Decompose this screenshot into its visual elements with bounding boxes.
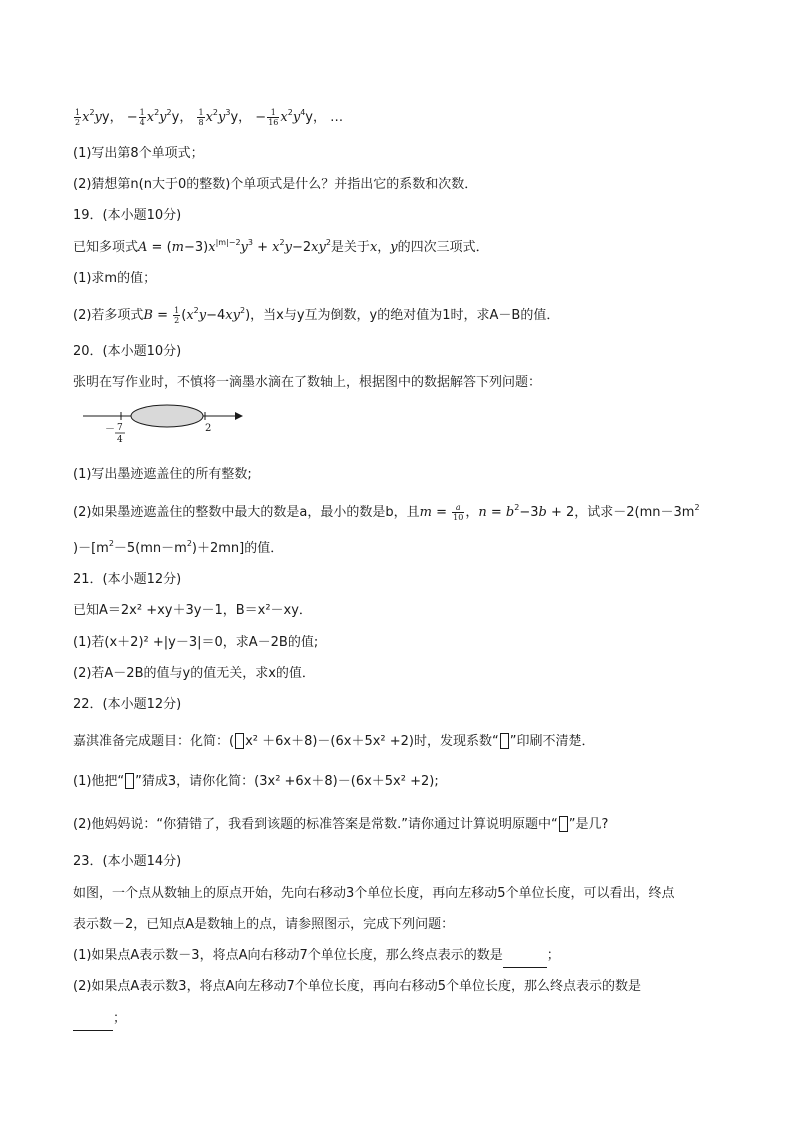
text: 的四次三项式． xyxy=(397,240,489,255)
text: ； xyxy=(113,1011,127,1026)
q21-part1: (1)若(x＋2)² +|y－3|＝0，求A－2B的值; xyxy=(73,635,319,650)
right-label: 2 xyxy=(205,423,212,434)
text: ”是几? xyxy=(568,817,609,832)
unclear-coefficient-box xyxy=(125,773,134,789)
q20-part1: (1)写出墨迹遮盖住的所有整数; xyxy=(73,467,252,482)
q23-part2-cont xyxy=(73,1010,126,1031)
term-sep: y， xyxy=(101,110,123,125)
text: －5(mn－m xyxy=(113,541,187,556)
q22-part2 xyxy=(73,816,608,834)
q18-part2: (2)猜想第n(n大于0的整数)个单项式是什么？并指出它的系数和次数． xyxy=(73,177,478,192)
text: (1)他把“ xyxy=(73,774,125,789)
unclear-coefficient-box xyxy=(559,816,568,832)
fraction xyxy=(267,108,279,127)
text: x² ＋6x＋8)－(6x＋5x² +2)时，发现系数“ xyxy=(245,734,499,749)
term-sep: y， xyxy=(230,110,252,125)
q22-header: 22．(本小题12分) xyxy=(73,697,182,712)
unclear-coefficient-box xyxy=(235,733,244,749)
q21-header: 21．(本小题12分) xyxy=(73,572,182,587)
numerator: 1 xyxy=(198,108,204,117)
text: (2)他妈妈说：“你猜错了，我看到该题的标准答案是常数.”请你通过计算说明原题中“ xyxy=(73,817,558,832)
q20-part2: (2)如果墨迹遮盖住的整数中最大的数是a，最小的数是b，且m = $\frac{a}{10}$ ，$n = b^2-3b + 2$，试求$-2(mn-3m^2$ xyxy=(73,503,700,522)
numerator: 1 xyxy=(75,108,81,117)
denominator: 4 xyxy=(139,118,145,127)
numerator: 1 xyxy=(267,108,279,118)
q19-stem: 已知多项式$A = (m-3)x^{|m|-2}y^3 + x^2y-2xy^2$是关于x，y的四次三项式． xyxy=(73,238,489,255)
sequence-line: $\frac{1}{2}$ $x^2yy$， − $\frac{1}{4}$ $x^2y^2y$， $\frac{1}{8}$ $x^2y^3y$， − $\frac{1}{16}$ $x^2y^4y$， … xyxy=(75,108,344,127)
q23-part2: (2)如果点A表示数3，将点A向左移动7个单位长度，再向右移动5个单位长度，那么终点表示的数是 xyxy=(73,979,642,994)
q23-part1 xyxy=(73,947,560,968)
q19-part1: (1)求m的值； xyxy=(73,271,157,286)
ink-blot xyxy=(131,405,203,427)
q21-part2: (2)若A－2B的值与y的值无关，求x的值． xyxy=(73,666,315,681)
term-sep: y， xyxy=(305,110,326,125)
fraction xyxy=(197,108,204,127)
unclear-coefficient-box xyxy=(500,733,509,749)
arrowhead-icon xyxy=(235,412,243,420)
denominator: 16 xyxy=(268,118,279,127)
numerator: 1 xyxy=(139,108,145,117)
text: (2)如果墨迹遮盖住的整数中最大的数是a，最小的数是b，且 xyxy=(73,505,420,520)
denominator: 2 xyxy=(75,118,81,127)
text: ”印刷不清楚． xyxy=(509,734,595,749)
text: (2)若多项式 xyxy=(73,308,144,323)
ellipsis: … xyxy=(330,110,344,125)
q20-stem: 张明在写作业时，不慎将一滴墨水滴在了数轴上，根据图中的数据解答下列问题： xyxy=(73,375,542,390)
text: 是关于 xyxy=(330,240,370,255)
term-sep: y， xyxy=(171,110,193,125)
fraction xyxy=(139,108,146,127)
text: ； xyxy=(546,948,560,963)
q23-stem-line2: 表示数－2，已知点A是数轴上的点，请参照图示，完成下列问题： xyxy=(73,917,455,932)
text: ”猜成3，请你化简：(3x² +6x＋8)－(6x＋5x² +2); xyxy=(135,774,439,789)
q19-part2: (2)若多项式B = $\frac{1}{2}$ $(x^2y-4xy^2)$，当x与y互为倒数，y的绝对值为1时，求A－B的值． xyxy=(73,306,560,325)
q21-stem: 已知A＝2x² +xy＋3y－1，B＝x²－xy． xyxy=(73,603,312,618)
q22-part1 xyxy=(73,773,439,791)
ink-number-line-figure xyxy=(83,403,243,445)
q18-part1: (1)写出第8个单项式； xyxy=(73,146,204,161)
text: 嘉淇准备完成题目：化简：( xyxy=(73,734,235,749)
q23-stem-line1: 如图，一个点从数轴上的原点开始，先向右移动3个单位长度，再向左移动5个单位长度，可以看出，终点 xyxy=(73,886,675,901)
answer-blank[interactable] xyxy=(503,949,547,968)
left-label-den: 4 xyxy=(117,435,123,445)
fraction xyxy=(74,108,81,127)
text: ，试求－2(mn－3m xyxy=(574,505,695,520)
q22-stem xyxy=(73,733,595,751)
text: (1)如果点A表示数－3，将点A向右移动7个单位长度，那么终点表示的数是 xyxy=(73,948,503,963)
text: )－[m xyxy=(73,541,109,556)
answer-blank[interactable] xyxy=(73,1012,113,1031)
q20-header: 20．(本小题10分) xyxy=(73,344,182,359)
denominator: 8 xyxy=(198,118,204,127)
left-label-minus: － xyxy=(105,424,115,435)
q20-part2-cont: )$-[m^2-5(mn-m^2)+2mn]$的值． xyxy=(73,539,284,556)
fraction-a-over-10: $\frac{a}{10}$ xyxy=(453,503,464,522)
q23-header: 23．(本小题14分) xyxy=(73,854,182,869)
q19-header: 19．(本小题10分) xyxy=(73,208,182,223)
text: 已知多项式 xyxy=(73,240,139,255)
fraction-half: $\frac{1}{2}$ xyxy=(174,306,180,325)
text: )＋2mn]的值． xyxy=(191,541,284,556)
text: ，当x与y互为倒数，y的绝对值为1时，求A－B的值． xyxy=(250,308,560,323)
left-label-num: 7 xyxy=(117,423,123,433)
